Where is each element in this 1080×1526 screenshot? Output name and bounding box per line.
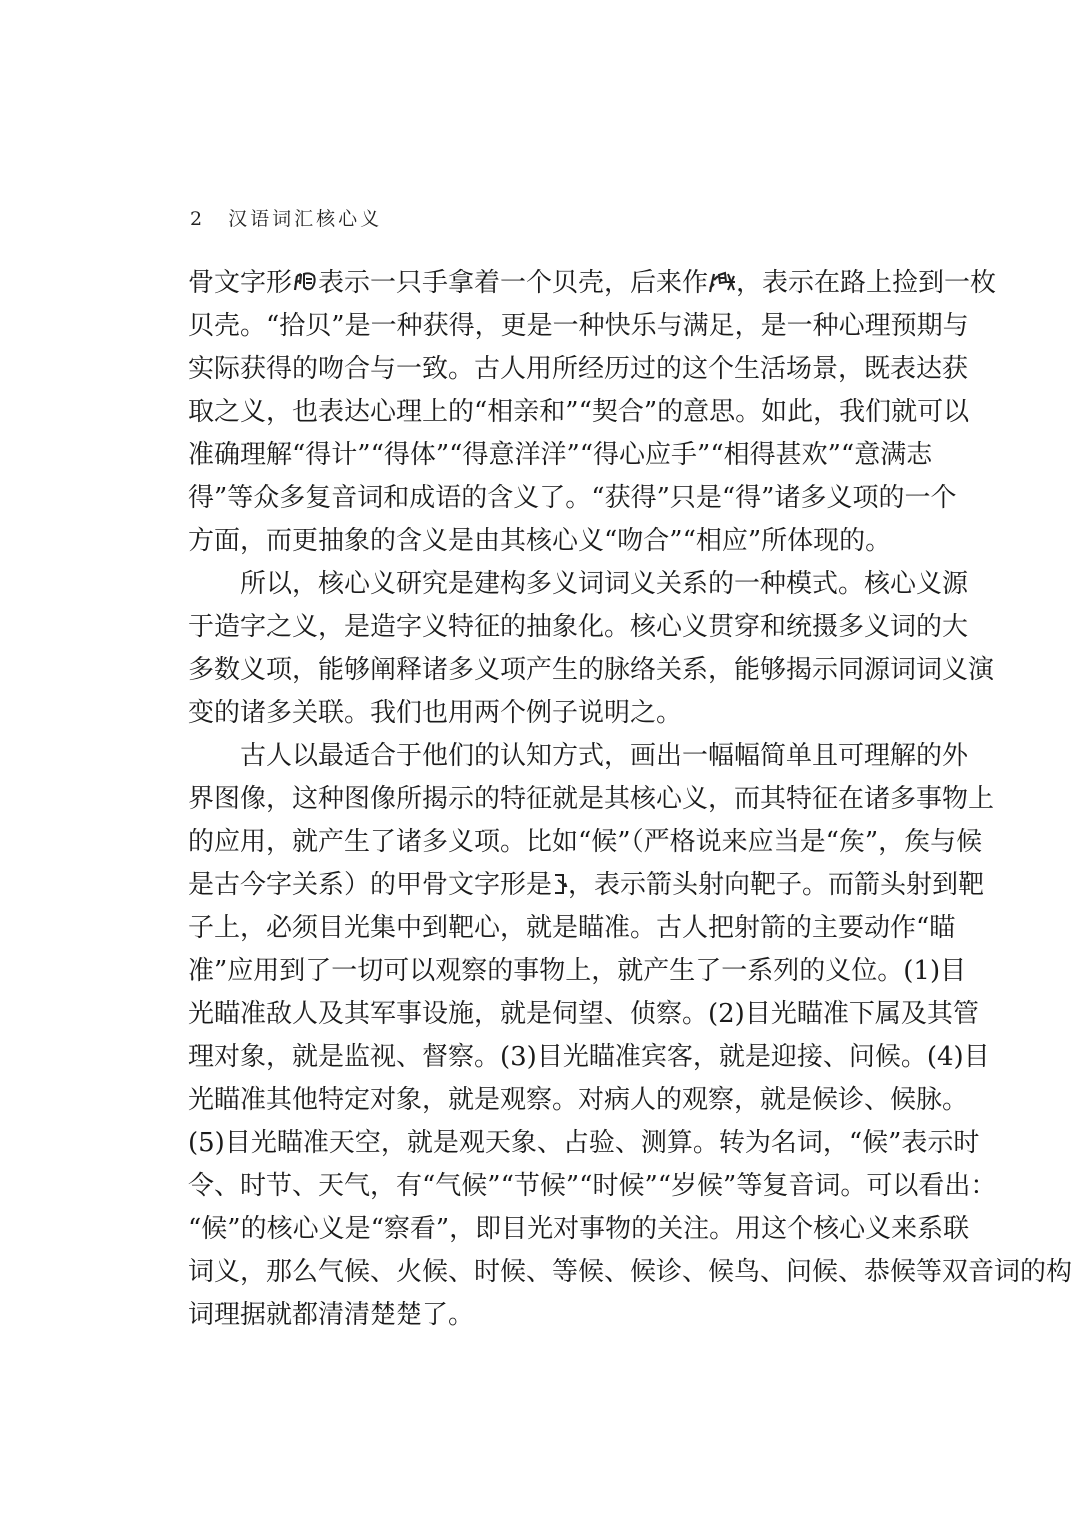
text-line: 的应用，就产生了诸多义项。比如“候”（严格说来应当是“矦”，矦与候 <box>188 827 983 857</box>
page-number: 2 <box>190 208 203 230</box>
text-line: 取之义，也表达心理上的“相亲和”“契合”的意思。如此，我们就可以 <box>188 397 970 427</box>
text-line: 所以，核心义研究是建构多义词词义关系的一种模式。核心义源 <box>240 569 969 599</box>
text-line: 方面，而更抽象的含义是由其核心义“吻合”“相应”所体现的。 <box>188 526 892 556</box>
text-line: “候”的核心义是“察看”，即目光对事物的关注。用这个核心义来系联 <box>188 1214 970 1244</box>
oracle-bone-glyph-icon <box>292 270 318 294</box>
text-line: 实际获得的吻合与一致。古人用所经历过的这个生活场景，既表达获 <box>188 354 969 384</box>
text-line: 光瞄准敌人及其军事设施，就是伺望、侦察。(2)目光瞄准下属及其管 <box>188 999 979 1029</box>
text-line: 令、时节、天气，有“气候”“节候”“时候”“岁候”等复音词。可以看出： <box>188 1171 997 1201</box>
oracle-bone-glyph-icon <box>708 270 736 294</box>
text-line: 理对象，就是监视、督察。(3)目光瞄准宾客，就是迎接、问候。(4)目 <box>188 1042 990 1072</box>
text-line: 多数义项，能够阐释诸多义项产生的脉络关系，能够揭示同源词词义演 <box>188 655 995 685</box>
text-line: 词理据就都清清楚楚了。 <box>188 1300 475 1330</box>
text-line: 得”等众多复音词和成语的含义了。“获得”只是“得”诸多义项的一个 <box>188 483 957 513</box>
text-line: 于造字之义，是造字义特征的抽象化。核心义贯穿和统摄多义词的大 <box>188 612 969 642</box>
running-title: 汉语词汇核心义 <box>228 208 383 230</box>
oracle-bone-glyph-icon <box>552 872 568 896</box>
text-line: 准确理解“得计”“得体”“得意洋洋”“得心应手”“相得甚欢”“意满志 <box>188 440 933 470</box>
text-line: (5)目光瞄准天空，就是观天象、占验、测算。转为名词，“候”表示时 <box>188 1128 980 1158</box>
body-text <box>188 262 1073 1337</box>
text-line: 准”应用到了一切可以观察的事物上，就产生了一系列的义位。(1)目 <box>188 956 967 986</box>
text-line: 骨文字形 表示一只手拿着一个贝壳，后来作 ，表示在路上捡到一枚 <box>188 268 997 298</box>
text-line: 光瞄准其他特定对象，就是观察。对病人的观察，就是候诊、候脉。 <box>188 1085 969 1115</box>
text-line: 界图像，这种图像所揭示的特征就是其核心义，而其特征在诸多事物上 <box>188 784 995 814</box>
page-header <box>190 204 382 234</box>
text-line: 变的诸多关联。我们也用两个例子说明之。 <box>188 698 683 728</box>
text-line: 是古今字关系）的甲骨文字形是 ，表示箭头射向靶子。而箭头射到靶 <box>188 870 985 900</box>
text-line: 古人以最适合于他们的认知方式，画出一幅幅简单且可理解的外 <box>240 741 969 771</box>
text-line: 子上，必须目光集中到靶心，就是瞄准。古人把射箭的主要动作“瞄 <box>188 913 956 943</box>
text-line: 贝壳。“拾贝”是一种获得，更是一种快乐与满足，是一种心理预期与 <box>188 311 969 341</box>
text-line: 词义，那么气候、火候、时候、等候、候诊、候鸟、问候、恭候等双音词的构 <box>188 1257 1073 1287</box>
